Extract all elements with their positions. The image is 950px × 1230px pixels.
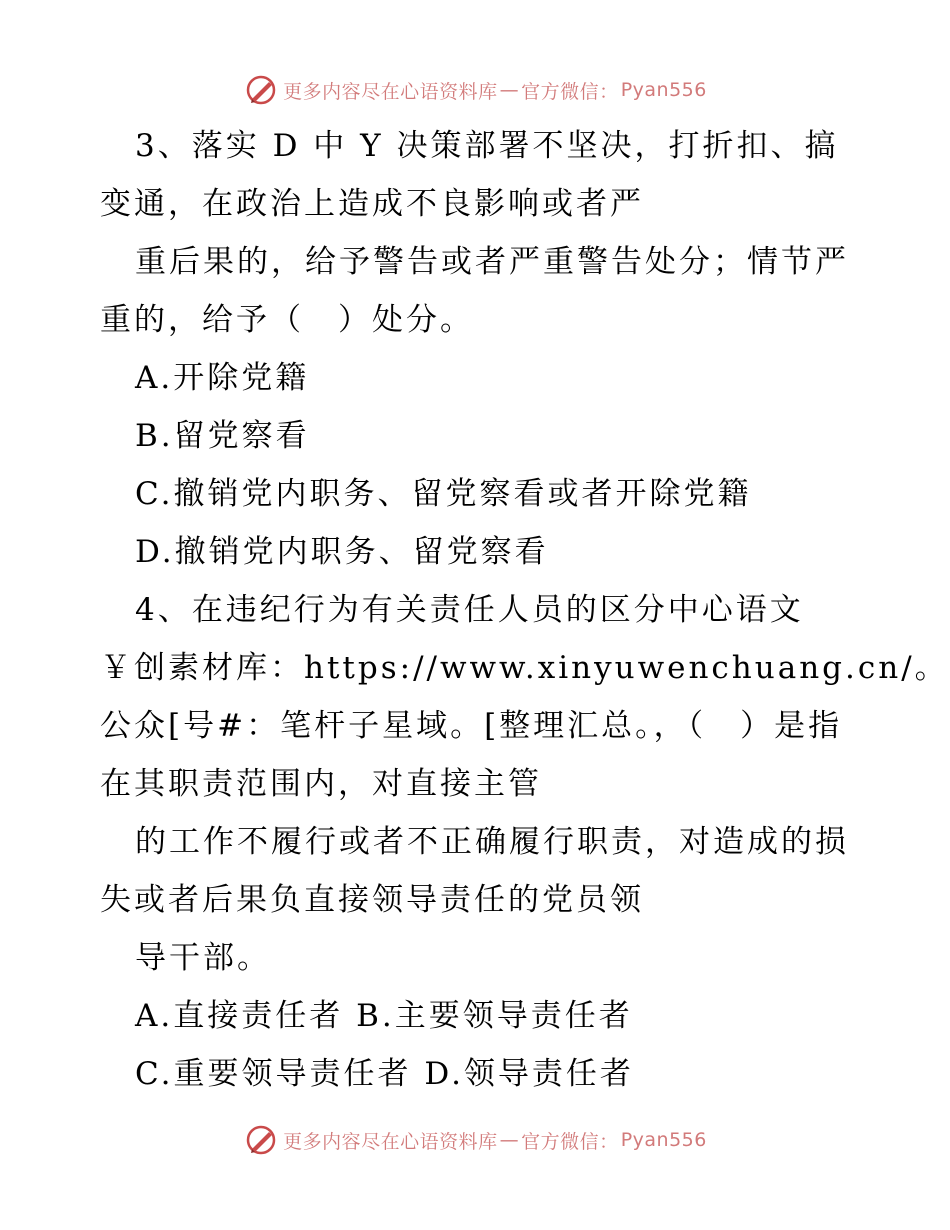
option-a: A.开除党籍 [135,360,310,396]
watermark-wechat-id: Pyan556 [620,1129,707,1151]
option-line-cd: C.重要领导责任者 D.领导责任者 [135,1056,634,1092]
option-line-ab: A.直接责任者 B.主要领导责任者 [135,998,633,1034]
text-line: 在其职责范围内，对直接主管 [100,766,542,802]
text-line: 公众[号#：笔杆子星域。[整理汇总。，（ ）是指 [100,708,843,744]
watermark-text: 更多内容尽在心语资料库 [283,1130,498,1153]
footer-watermark [0,1120,950,1160]
text-line: 4、在违纪行为有关责任人员的区分中心语文 [135,592,804,628]
document-body [100,117,949,1103]
pen-logo-icon [243,1122,279,1158]
text-line: 重后果的，给予警告或者严重警告处分；情节严 [135,244,849,280]
pen-logo-icon [243,72,279,108]
text-line: 3、落实 D 中 Y 决策部署不坚决，打折扣、搞 [135,128,839,164]
option-c: C.撤销党内职务、留党察看或者开除党籍 [135,476,752,512]
text-line: 导干部。 [135,940,271,976]
watermark-separator: — [499,79,520,101]
watermark-wechat-label: 官方微信： [521,80,619,103]
watermark-separator: — [499,1129,520,1151]
header-watermark [0,70,950,110]
watermark-wechat-id: Pyan556 [620,79,707,101]
watermark-wechat-label: 官方微信： [521,1130,619,1153]
option-b: B.留党察看 [135,418,310,454]
option-d: D.撤销党内职务、留党察看 [135,534,549,570]
text-line: 变通，在政治上造成不良影响或者严 [100,186,644,222]
text-line: ￥创素材库：https://www.xinyuwenchuang.cn/。 [100,650,949,686]
watermark-text: 更多内容尽在心语资料库 [283,80,498,103]
text-line: 失或者后果负直接领导责任的党员领 [100,882,644,918]
text-line: 重的，给予（ ）处分。 [100,302,474,338]
text-line: 的工作不履行或者不正确履行职责，对造成的损 [135,824,849,860]
